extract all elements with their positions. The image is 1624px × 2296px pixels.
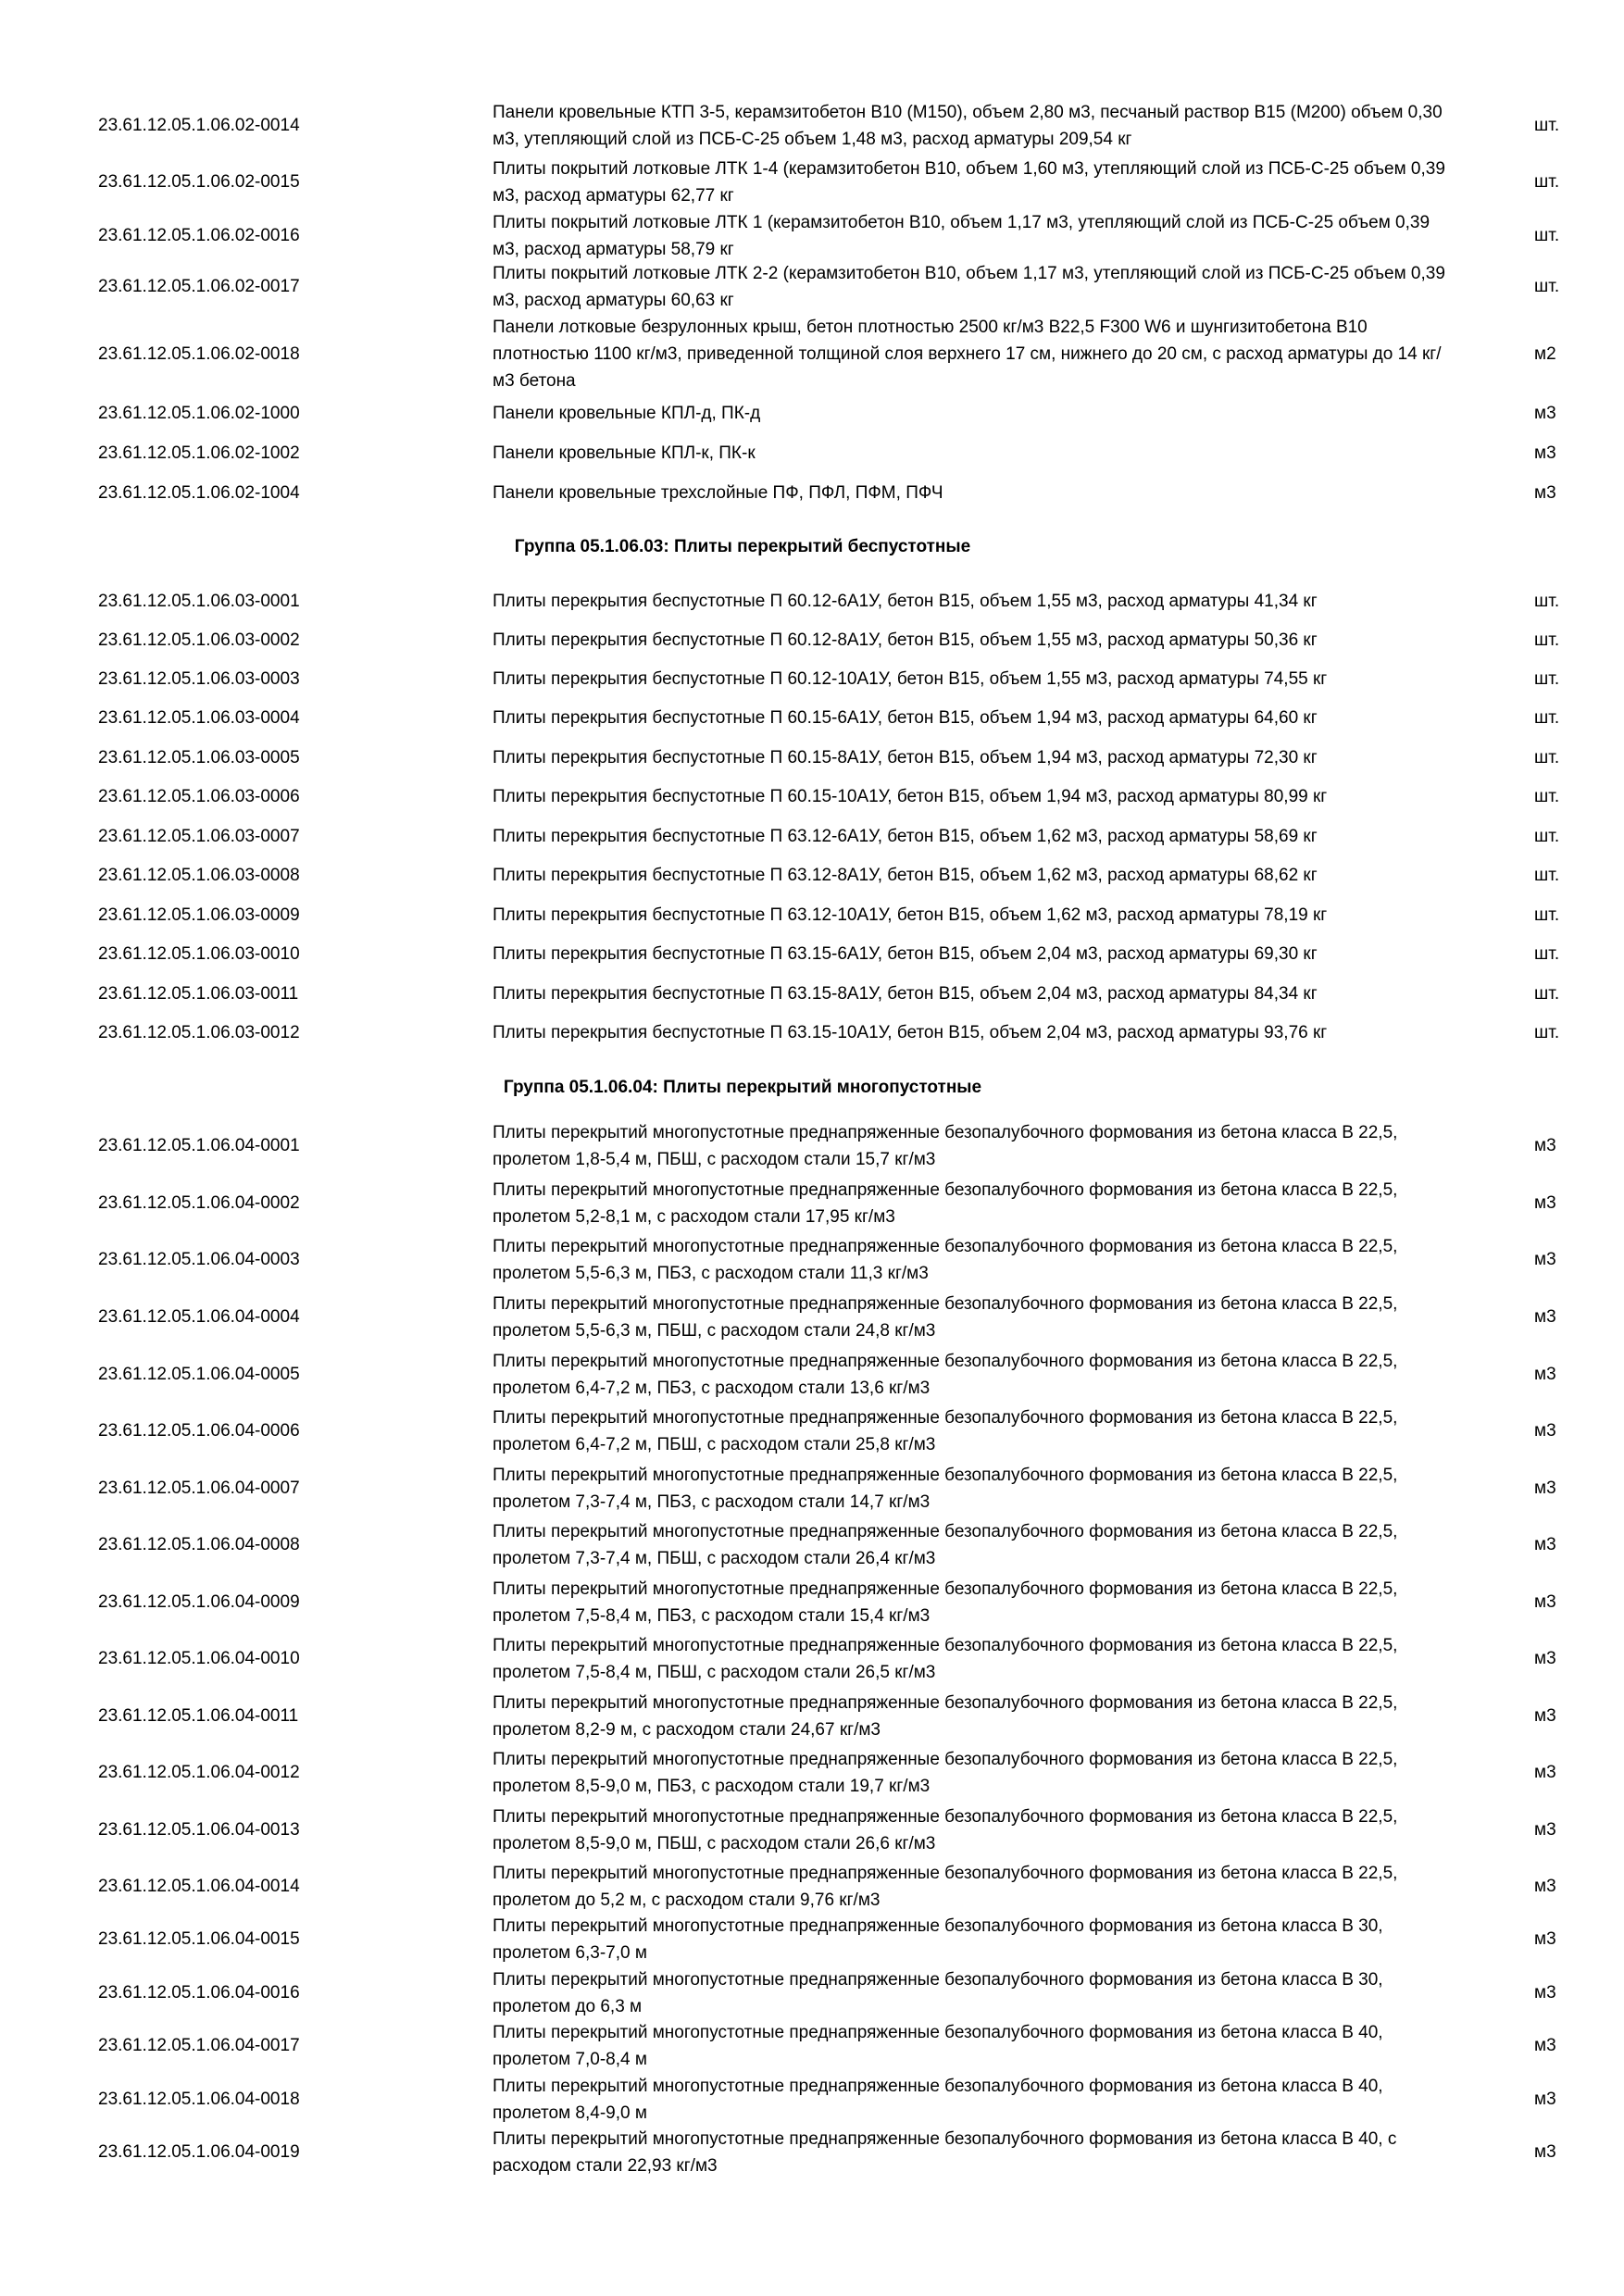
item-code: 23.61.12.05.1.06.03-0011 xyxy=(98,984,299,1004)
item-description: Панели кровельные КПЛ-д, ПК-д xyxy=(493,404,761,423)
item-code: 23.61.12.05.1.06.02-1000 xyxy=(98,404,300,423)
item-description: Плиты перекрытия беспустотные П 60.15-10А1У, бетон В15, объем 1,94 м3, расход арматуры 80,99 кг xyxy=(493,787,1328,806)
item-code: 23.61.12.05.1.06.04-0007 xyxy=(98,1479,300,1498)
item-unit: шт. xyxy=(1534,944,1560,964)
item-unit: шт. xyxy=(1534,708,1560,728)
item-code: 23.61.12.05.1.06.03-0012 xyxy=(98,1023,300,1042)
item-description: Плиты перекрытий многопустотные преднапряженные безопалубочного формования из бетона класса В 22,5, пролетом 7,3-7,4 м, ПБШ, с расходом стали 26,4 кг/м3 xyxy=(493,1522,1398,1568)
item-code: 23.61.12.05.1.06.04-0018 xyxy=(98,2090,300,2109)
item-code: 23.61.12.05.1.06.04-0005 xyxy=(98,1365,300,1384)
item-unit: м3 xyxy=(1534,1535,1556,1554)
item-description: Плиты перекрытия беспустотные П 60.15-8А1У, бетон В15, объем 1,94 м3, расход арматуры 72,30 кг xyxy=(493,748,1318,767)
item-code: 23.61.12.05.1.06.02-0017 xyxy=(98,277,300,296)
item-description: Панели кровельные КПЛ-к, ПК-к xyxy=(493,443,756,463)
group-heading: Группа 05.1.06.04: Плиты перекрытий многопустотные xyxy=(503,1078,982,1097)
item-unit: м3 xyxy=(1534,1421,1556,1441)
item-unit: шт. xyxy=(1534,277,1560,296)
item-unit: м3 xyxy=(1534,1649,1556,1668)
item-description: Плиты перекрытий многопустотные преднапряженные безопалубочного формования из бетона класса В 22,5, пролетом 7,5-8,4 м, ПБШ, с расходом стали 26,5 кг/м3 xyxy=(493,1636,1398,1682)
item-code: 23.61.12.05.1.06.03-0006 xyxy=(98,787,300,806)
item-description: Плиты перекрытий многопустотные преднапряженные безопалубочного формования из бетона класса В 22,5, пролетом 1,8-5,4 м, ПБШ, с расходом стали 15,7 кг/м3 xyxy=(493,1123,1398,1169)
item-unit: м2 xyxy=(1534,344,1556,364)
item-unit: м3 xyxy=(1534,1763,1556,1782)
item-unit: шт. xyxy=(1534,748,1560,767)
item-unit: м3 xyxy=(1534,1365,1556,1384)
item-code: 23.61.12.05.1.06.04-0010 xyxy=(98,1649,300,1668)
item-unit: м3 xyxy=(1534,1706,1556,1726)
item-code: 23.61.12.05.1.06.04-0008 xyxy=(98,1535,300,1554)
item-code: 23.61.12.05.1.06.04-0014 xyxy=(98,1877,300,1896)
item-unit: шт. xyxy=(1534,984,1560,1004)
item-unit: шт. xyxy=(1534,866,1560,885)
item-description: Плиты покрытий лотковые ЛТК 1-4 (керамзитобетон В10, объем 1,60 м3, утепляющий слой из ПСБ-С-25 объем 0,39 м3, расход арматуры 62,77 кг xyxy=(493,159,1445,206)
item-code: 23.61.12.05.1.06.04-0017 xyxy=(98,2036,300,2055)
item-unit: м3 xyxy=(1534,2036,1556,2055)
item-code: 23.61.12.05.1.06.02-0014 xyxy=(98,116,300,135)
item-description: Плиты перекрытий многопустотные преднапряженные безопалубочного формования из бетона класса В 22,5, пролетом до 5,2 м, с расходом стали 9,76 кг/м3 xyxy=(493,1864,1398,1910)
item-unit: м3 xyxy=(1534,1983,1556,2003)
item-description: Плиты перекрытия беспустотные П 60.12-6А1У, бетон В15, объем 1,55 м3, расход арматуры 41,34 кг xyxy=(493,592,1318,611)
item-code: 23.61.12.05.1.06.03-0004 xyxy=(98,708,300,728)
item-description: Плиты перекрытий многопустотные преднапряженные безопалубочного формования из бетона класса В 22,5, пролетом 5,5-6,3 м, ПБШ, с расходом стали 24,8 кг/м3 xyxy=(493,1294,1398,1341)
item-code: 23.61.12.05.1.06.02-1004 xyxy=(98,483,300,503)
item-unit: м3 xyxy=(1534,1592,1556,1612)
item-description: Панели кровельные КТП 3-5, керамзитобетон В10 (М150), объем 2,80 м3, песчаный раствор В15 (М200) объем 0,30 м3, утепляющий слой из ПСБ-С-25 объем 1,48 м3, расход арматуры 209,54 кг xyxy=(493,103,1443,149)
item-code: 23.61.12.05.1.06.04-0013 xyxy=(98,1820,300,1840)
item-code: 23.61.12.05.1.06.03-0003 xyxy=(98,669,300,689)
item-description: Плиты перекрытий многопустотные преднапряженные безопалубочного формования из бетона класса В 22,5, пролетом 6,4-7,2 м, ПБЗ, с расходом стали 13,6 кг/м3 xyxy=(493,1352,1398,1398)
item-unit: шт. xyxy=(1534,905,1560,925)
item-description: Плиты перекрытия беспустотные П 63.15-10А1У, бетон В15, объем 2,04 м3, расход арматуры 93,76 кг xyxy=(493,1023,1328,1042)
item-unit: шт. xyxy=(1534,669,1560,689)
item-unit: шт. xyxy=(1534,172,1560,192)
item-description: Плиты перекрытия беспустотные П 60.15-6А1У, бетон В15, объем 1,94 м3, расход арматуры 64,60 кг xyxy=(493,708,1318,728)
item-code: 23.61.12.05.1.06.03-0009 xyxy=(98,905,300,925)
item-code: 23.61.12.05.1.06.04-0006 xyxy=(98,1421,300,1441)
item-description: Плиты перекрытий многопустотные преднапряженные безопалубочного формования из бетона класса В 22,5, пролетом 7,3-7,4 м, ПБЗ, с расходом стали 14,7 кг/м3 xyxy=(493,1466,1398,1512)
item-description: Плиты перекрытия беспустотные П 63.15-8А1У, бетон В15, объем 2,04 м3, расход арматуры 84,34 кг xyxy=(493,984,1318,1004)
item-unit: шт. xyxy=(1534,226,1560,245)
item-code: 23.61.12.05.1.06.03-0008 xyxy=(98,866,300,885)
item-code: 23.61.12.05.1.06.03-0001 xyxy=(98,592,300,611)
item-description: Плиты перекрытий многопустотные преднапряженные безопалубочного формования из бетона класса В 40, пролетом 7,0-8,4 м xyxy=(493,2023,1383,2069)
item-description: Плиты перекрытий многопустотные преднапряженные безопалубочного формования из бетона класса В 22,5, пролетом 8,5-9,0 м, ПБЗ, с расходом стали 19,7 кг/м3 xyxy=(493,1750,1398,1796)
item-code: 23.61.12.05.1.06.02-0016 xyxy=(98,226,300,245)
item-unit: м3 xyxy=(1534,2090,1556,2109)
item-code: 23.61.12.05.1.06.03-0010 xyxy=(98,944,300,964)
item-code: 23.61.12.05.1.06.03-0002 xyxy=(98,630,300,650)
item-code: 23.61.12.05.1.06.03-0005 xyxy=(98,748,300,767)
item-code: 23.61.12.05.1.06.04-0012 xyxy=(98,1763,300,1782)
item-description: Плиты перекрытий многопустотные преднапряженные безопалубочного формования из бетона класса В 22,5, пролетом 5,5-6,3 м, ПБЗ, с расходом стали 11,3 кг/м3 xyxy=(493,1237,1398,1283)
item-description: Плиты покрытий лотковые ЛТК 2-2 (керамзитобетон В10, объем 1,17 м3, утепляющий слой из ПСБ-С-25 объем 0,39 м3, расход арматуры 60,63 кг xyxy=(493,264,1445,310)
item-unit: шт. xyxy=(1534,1023,1560,1042)
item-unit: м3 xyxy=(1534,1929,1556,1949)
item-code: 23.61.12.05.1.06.04-0015 xyxy=(98,1929,300,1949)
item-code: 23.61.12.05.1.06.02-0018 xyxy=(98,344,300,364)
item-code: 23.61.12.05.1.06.02-0015 xyxy=(98,172,300,192)
item-description: Плиты перекрытий многопустотные преднапряженные безопалубочного формования из бетона класса В 30, пролетом 6,3-7,0 м xyxy=(493,1916,1383,1963)
item-description: Плиты перекрытий многопустотные преднапряженные безопалубочного формования из бетона класса В 22,5, пролетом 5,2-8,1 м, с расходом стали 17,95 кг/м3 xyxy=(493,1180,1398,1227)
item-unit: шт. xyxy=(1534,787,1560,806)
item-unit: м3 xyxy=(1534,443,1556,463)
item-code: 23.61.12.05.1.06.04-0001 xyxy=(98,1136,300,1155)
item-code: 23.61.12.05.1.06.04-0003 xyxy=(98,1250,300,1269)
item-code: 23.61.12.05.1.06.04-0016 xyxy=(98,1983,300,2003)
item-code: 23.61.12.05.1.06.04-0002 xyxy=(98,1193,300,1213)
item-unit: м3 xyxy=(1534,2142,1556,2162)
item-description: Плиты перекрытий многопустотные преднапряженные безопалубочного формования из бетона класса В 22,5, пролетом 7,5-8,4 м, ПБЗ, с расходом стали 15,4 кг/м3 xyxy=(493,1579,1398,1626)
item-code: 23.61.12.05.1.06.04-0009 xyxy=(98,1592,300,1612)
item-description: Плиты перекрытия беспустотные П 63.12-8А1У, бетон В15, объем 1,62 м3, расход арматуры 68,62 кг xyxy=(493,866,1318,885)
item-unit: шт. xyxy=(1534,592,1560,611)
item-code: 23.61.12.05.1.06.02-1002 xyxy=(98,443,300,463)
item-code: 23.61.12.05.1.06.03-0007 xyxy=(98,827,300,846)
item-code: 23.61.12.05.1.06.04-0004 xyxy=(98,1307,300,1327)
item-unit: м3 xyxy=(1534,1479,1556,1498)
item-description: Плиты перекрытия беспустотные П 63.15-6А1У, бетон В15, объем 2,04 м3, расход арматуры 69,30 кг xyxy=(493,944,1318,964)
item-description: Плиты перекрытий многопустотные преднапряженные безопалубочного формования из бетона класса В 40, пролетом 8,4-9,0 м xyxy=(493,2077,1383,2123)
item-description: Плиты перекрытия беспустотные П 60.12-10А1У, бетон В15, объем 1,55 м3, расход арматуры 74,55 кг xyxy=(493,669,1328,689)
item-description: Плиты перекрытий многопустотные преднапряженные безопалубочного формования из бетона класса В 22,5, пролетом 6,4-7,2 м, ПБШ, с расходом стали 25,8 кг/м3 xyxy=(493,1408,1398,1454)
item-unit: м3 xyxy=(1534,1136,1556,1155)
item-description: Плиты перекрытия беспустотные П 63.12-10А1У, бетон В15, объем 1,62 м3, расход арматуры 78,19 кг xyxy=(493,905,1328,925)
item-description: Панели лотковые безрулонных крыш, бетон плотностью 2500 кг/м3 В22,5 F300 W6 и шунгизитобетона В10 плотностью 1100 кг/м3, приведенной толщиной слоя верхнего 17 см, нижнего до 20 см, с расход арматуры до 14 кг/м3 бетона xyxy=(493,318,1442,391)
item-description: Плиты перекрытия беспустотные П 63.12-6А1У, бетон В15, объем 1,62 м3, расход арматуры 58,69 кг xyxy=(493,827,1318,846)
item-description: Плиты перекрытия беспустотные П 60.12-8А1У, бетон В15, объем 1,55 м3, расход арматуры 50,36 кг xyxy=(493,630,1318,650)
item-code: 23.61.12.05.1.06.04-0019 xyxy=(98,2142,300,2162)
item-unit: м3 xyxy=(1534,1250,1556,1269)
item-unit: м3 xyxy=(1534,483,1556,503)
item-unit: м3 xyxy=(1534,1820,1556,1840)
item-code: 23.61.12.05.1.06.04-0011 xyxy=(98,1706,299,1726)
item-unit: шт. xyxy=(1534,630,1560,650)
item-description: Плиты перекрытий многопустотные преднапряженные безопалубочного формования из бетона класса В 40, с расходом стали 22,93 кг/м3 xyxy=(493,2129,1397,2176)
item-description: Плиты покрытий лотковые ЛТК 1 (керамзитобетон В10, объем 1,17 м3, утепляющий слой из ПСБ-С-25 объем 0,39 м3, расход арматуры 58,79 кг xyxy=(493,213,1430,259)
item-unit: м3 xyxy=(1534,1307,1556,1327)
item-unit: шт. xyxy=(1534,827,1560,846)
item-description: Плиты перекрытий многопустотные преднапряженные безопалубочного формования из бетона класса В 30, пролетом до 6,3 м xyxy=(493,1970,1383,2016)
item-unit: шт. xyxy=(1534,116,1560,135)
item-description: Плиты перекрытий многопустотные преднапряженные безопалубочного формования из бетона класса В 22,5, пролетом 8,5-9,0 м, ПБШ, с расходом стали 26,6 кг/м3 xyxy=(493,1807,1398,1853)
group-heading: Группа 05.1.06.03: Плиты перекрытий беспустотные xyxy=(514,537,971,556)
item-unit: м3 xyxy=(1534,404,1556,423)
item-description: Плиты перекрытий многопустотные преднапряженные безопалубочного формования из бетона класса В 22,5, пролетом 8,2-9 м, с расходом стали 24,67 кг/м3 xyxy=(493,1693,1398,1740)
item-unit: м3 xyxy=(1534,1193,1556,1213)
item-unit: м3 xyxy=(1534,1877,1556,1896)
item-description: Панели кровельные трехслойные ПФ, ПФЛ, ПФМ, ПФЧ xyxy=(493,483,943,503)
